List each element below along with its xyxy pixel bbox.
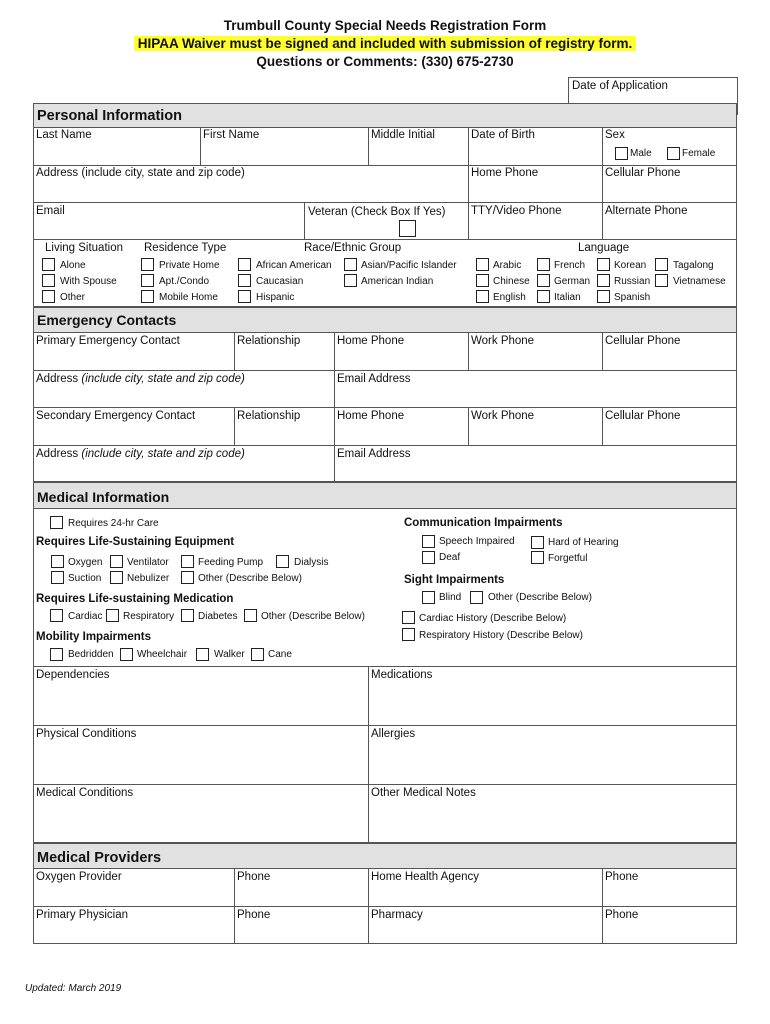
- language-checkbox[interactable]: [476, 258, 489, 271]
- home-phone-label: Home Phone: [337, 410, 405, 422]
- address-hint: (include city, state and zip code): [81, 448, 245, 460]
- medical-header: Medical Information: [33, 482, 737, 509]
- language-option: Spanish: [614, 292, 651, 303]
- residence-option: Mobile Home: [159, 292, 218, 303]
- cell-phone-label: Cellular Phone: [605, 335, 681, 347]
- language-checkbox[interactable]: [537, 274, 550, 287]
- cell-phone-label: Cellular Phone: [605, 410, 681, 422]
- living-option: Other: [60, 292, 86, 303]
- living-situation-label: Living Situation: [45, 242, 123, 254]
- comm-title: Communication Impairments: [404, 517, 563, 529]
- hipaa-notice: [0, 36, 770, 51]
- race-checkbox[interactable]: [238, 290, 251, 303]
- medication-option: Diabetes: [198, 611, 238, 622]
- sight-checkbox[interactable]: [422, 591, 435, 604]
- veteran-checkbox[interactable]: [399, 220, 416, 237]
- mobility-option: Bedridden: [68, 649, 114, 660]
- form-title: Trumbull County Special Needs Registration Form: [223, 18, 547, 33]
- hipaa-text: HIPAA Waiver must be signed and included with submission of registry form.: [134, 36, 637, 51]
- race-option: American Indian: [361, 276, 434, 287]
- email-label: Email Address: [337, 373, 411, 385]
- sex-label: Sex: [605, 129, 625, 141]
- emergency-header: Emergency Contacts: [33, 307, 737, 333]
- language-label: Language: [578, 242, 630, 254]
- race-option: Asian/Pacific Islander: [361, 260, 457, 271]
- male-checkbox[interactable]: [615, 147, 628, 160]
- language-option: Tagalong: [673, 260, 714, 271]
- language-option: Vietnamese: [673, 276, 726, 287]
- race-checkbox[interactable]: [238, 258, 251, 271]
- medication-checkbox[interactable]: [244, 609, 257, 622]
- equipment-checkbox[interactable]: [110, 571, 123, 584]
- dob-label: Date of Birth: [471, 129, 535, 141]
- language-option: German: [554, 276, 591, 287]
- mobility-option: Cane: [268, 649, 292, 660]
- sight-option: Other (Describe Below): [488, 592, 592, 603]
- medication-option: Cardiac: [68, 611, 103, 622]
- residence-apt-checkbox[interactable]: [141, 274, 154, 287]
- address-label: Address (include city, state and zip code): [36, 167, 245, 179]
- language-option: English: [493, 292, 526, 303]
- physician-label: Primary Physician: [36, 909, 129, 921]
- work-phone-label: Work Phone: [471, 335, 535, 347]
- residence-private-checkbox[interactable]: [141, 258, 154, 271]
- equipment-option: Ventilator: [127, 557, 169, 568]
- questions-line: Questions or Comments: (330) 675-2730: [256, 54, 514, 69]
- cardiac-history-checkbox[interactable]: [402, 611, 415, 624]
- home-phone-label: Home Phone: [337, 335, 405, 347]
- equipment-option: Nebulizer: [127, 573, 170, 584]
- relationship-label: Relationship: [237, 410, 301, 422]
- mobility-checkbox[interactable]: [251, 648, 264, 661]
- equipment-option: Oxygen: [68, 557, 103, 568]
- equipment-option: Suction: [68, 573, 102, 584]
- comm-checkbox[interactable]: [422, 535, 435, 548]
- race-option: African American: [256, 260, 332, 271]
- first-name-label: First Name: [203, 129, 260, 141]
- relationship-label: Relationship: [237, 335, 301, 347]
- medications-label: Medications: [371, 669, 433, 681]
- cardiac-history-label: Cardiac History (Describe Below): [419, 613, 567, 624]
- address-prefix: Address: [36, 448, 82, 460]
- race-checkbox[interactable]: [238, 274, 251, 287]
- primary-contact-label: Primary Emergency Contact: [36, 335, 180, 347]
- care24-checkbox[interactable]: [50, 516, 63, 529]
- sight-option: Blind: [439, 592, 462, 603]
- language-option: Arabic: [493, 260, 522, 271]
- medication-checkbox[interactable]: [50, 609, 63, 622]
- equipment-checkbox[interactable]: [51, 571, 64, 584]
- email-label: Email Address: [337, 448, 411, 460]
- resp-history-label: Respiratory History (Describe Below): [419, 630, 583, 641]
- home-phone-label: Home Phone: [471, 167, 539, 179]
- secondary-contact-label: Secondary Emergency Contact: [36, 410, 196, 422]
- equipment-checkbox[interactable]: [276, 555, 289, 568]
- comm-checkbox[interactable]: [422, 551, 435, 564]
- equipment-checkbox[interactable]: [51, 555, 64, 568]
- equipment-checkbox[interactable]: [181, 571, 194, 584]
- oxygen-provider-label: Oxygen Provider: [36, 871, 122, 883]
- residence-option: Apt./Condo: [159, 276, 210, 287]
- address-hint: (include city, state and zip code): [81, 373, 245, 385]
- comm-checkbox[interactable]: [531, 551, 544, 564]
- medication-title: Requires Life-sustaining Medication: [36, 593, 234, 605]
- living-option: Alone: [60, 260, 86, 271]
- medication-checkbox[interactable]: [106, 609, 119, 622]
- tty-label: TTY/Video Phone: [471, 205, 562, 217]
- conditions-label: Medical Conditions: [36, 787, 134, 799]
- language-checkbox[interactable]: [476, 274, 489, 287]
- equipment-option: Other (Describe Below): [198, 573, 302, 584]
- middle-initial-label: Middle Initial: [371, 129, 435, 141]
- female-label: Female: [682, 148, 716, 159]
- residence-option: Private Home: [159, 260, 220, 271]
- phone-label: Phone: [237, 871, 271, 883]
- language-option: Russian: [614, 276, 651, 287]
- language-checkbox[interactable]: [597, 258, 610, 271]
- living-alone-checkbox[interactable]: [42, 258, 55, 271]
- comm-option: Speech Impaired: [439, 536, 515, 547]
- comm-checkbox[interactable]: [531, 536, 544, 549]
- residence-type-label: Residence Type: [144, 242, 227, 254]
- comm-option: Forgetful: [548, 553, 588, 564]
- personal-info-header: Personal Information: [33, 103, 737, 128]
- language-checkbox[interactable]: [597, 290, 610, 303]
- living-option: With Spouse: [60, 276, 117, 287]
- residence-mobile-checkbox[interactable]: [141, 290, 154, 303]
- care24-label: Requires 24-hr Care: [68, 518, 159, 529]
- female-checkbox[interactable]: [667, 147, 680, 160]
- medication-option: Other (Describe Below): [261, 611, 365, 622]
- phone-label: Phone: [605, 909, 639, 921]
- dependencies-label: Dependencies: [36, 669, 110, 681]
- address-prefix: Address: [36, 373, 82, 385]
- address-label: [36, 448, 245, 460]
- home-health-label: Home Health Agency: [371, 871, 480, 883]
- race-checkbox[interactable]: [344, 258, 357, 271]
- sight-title: Sight Impairments: [404, 574, 505, 586]
- mobility-option: Walker: [214, 649, 245, 660]
- updated-note: Updated: March 2019: [25, 983, 122, 994]
- date-of-application-label: Date of Application: [572, 80, 668, 92]
- race-option: Caucasian: [256, 276, 304, 287]
- language-option: Italian: [554, 292, 581, 303]
- equipment-option: Dialysis: [294, 557, 329, 568]
- race-checkbox[interactable]: [344, 274, 357, 287]
- pharmacy-label: Pharmacy: [371, 909, 423, 921]
- other-notes-label: Other Medical Notes: [371, 787, 476, 799]
- mobility-title: Mobility Impairments: [36, 631, 152, 643]
- providers-header: Medical Providers: [33, 843, 737, 869]
- physical-label: Physical Conditions: [36, 728, 137, 740]
- language-checkbox[interactable]: [655, 258, 668, 271]
- language-option: French: [554, 260, 586, 271]
- language-checkbox[interactable]: [655, 274, 668, 287]
- equipment-checkbox[interactable]: [110, 555, 123, 568]
- allergies-label: Allergies: [371, 728, 416, 740]
- phone-label: Phone: [605, 871, 639, 883]
- address-label: [36, 373, 245, 385]
- email-label: Email: [36, 205, 65, 217]
- language-checkbox[interactable]: [537, 290, 550, 303]
- mobility-checkbox[interactable]: [196, 648, 209, 661]
- sight-checkbox[interactable]: [470, 591, 483, 604]
- cell-phone-label: Cellular Phone: [605, 167, 681, 179]
- equipment-option: Feeding Pump: [198, 557, 264, 568]
- mobility-option: Wheelchair: [137, 649, 188, 660]
- language-option: Korean: [614, 260, 647, 271]
- comm-option: Deaf: [439, 552, 461, 563]
- last-name-label: Last Name: [36, 129, 92, 141]
- alt-phone-label: Alternate Phone: [605, 205, 688, 217]
- mobility-checkbox[interactable]: [50, 648, 63, 661]
- language-option: Chinese: [493, 276, 530, 287]
- male-label: Male: [630, 148, 652, 159]
- living-spouse-checkbox[interactable]: [42, 274, 55, 287]
- language-checkbox[interactable]: [537, 258, 550, 271]
- veteran-label: Veteran (Check Box If Yes): [308, 206, 446, 218]
- work-phone-label: Work Phone: [471, 410, 535, 422]
- language-checkbox[interactable]: [597, 274, 610, 287]
- resp-history-checkbox[interactable]: [402, 628, 415, 641]
- equipment-checkbox[interactable]: [181, 555, 194, 568]
- comm-option: Hard of Hearing: [548, 537, 619, 548]
- medication-checkbox[interactable]: [181, 609, 194, 622]
- mobility-checkbox[interactable]: [120, 648, 133, 661]
- race-label: Race/Ethnic Group: [304, 242, 402, 254]
- living-other-checkbox[interactable]: [42, 290, 55, 303]
- race-option: Hispanic: [256, 292, 295, 303]
- language-checkbox[interactable]: [476, 290, 489, 303]
- medication-option: Respiratory: [123, 611, 175, 622]
- equipment-title: Requires Life-Sustaining Equipment: [36, 536, 235, 548]
- phone-label: Phone: [237, 909, 271, 921]
